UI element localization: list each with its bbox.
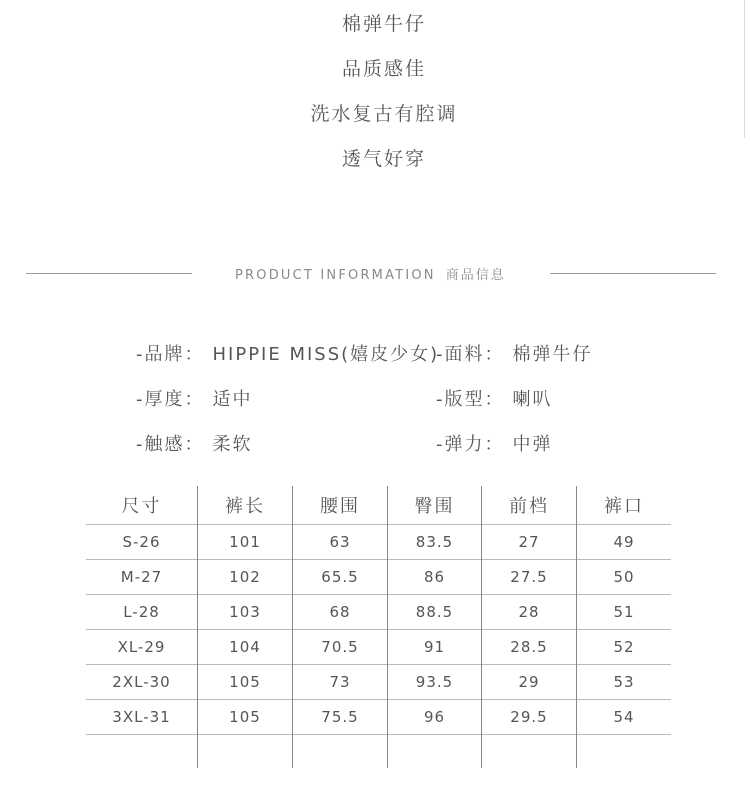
table-cell: 49 <box>577 525 672 560</box>
attr-fit <box>436 388 553 412</box>
table-cell: 29.5 <box>482 700 577 735</box>
table-cell: 103 <box>198 595 293 630</box>
table-cell <box>86 735 198 769</box>
attr-label: -弹力： <box>436 434 505 455</box>
table-cell: 65.5 <box>293 560 388 595</box>
table-cell: 93.5 <box>388 665 482 700</box>
table-cell: 27 <box>482 525 577 560</box>
product-info-header <box>0 262 750 284</box>
table-cell: 27.5 <box>482 560 577 595</box>
feature-item: 棉弹牛仔 <box>341 13 426 35</box>
attr-value: 柔软 <box>212 434 253 455</box>
header-rule-left <box>26 273 192 274</box>
table-cell <box>198 735 293 769</box>
header-cell-size: 尺寸 <box>121 496 162 517</box>
attr-value: 喇叭 <box>512 389 553 410</box>
table-cell: 104 <box>198 630 293 665</box>
attr-thickness <box>136 388 253 412</box>
table-row <box>86 665 671 700</box>
table-cell: 52 <box>577 630 672 665</box>
header-cell-rise: 前档 <box>482 486 577 525</box>
table-cell: 28 <box>482 595 577 630</box>
header-cell-length: 裤长 <box>198 486 293 525</box>
attr-fabric <box>436 343 593 367</box>
table-cell: 70.5 <box>293 630 388 665</box>
header-cell-hem: 裤口 <box>577 486 672 525</box>
table-cell: 101 <box>198 525 293 560</box>
table-cell <box>482 735 577 769</box>
table-cell: 29 <box>482 665 577 700</box>
table-cell: 2XL-30 <box>86 665 198 700</box>
table-row <box>86 700 671 735</box>
size-table <box>86 486 671 768</box>
table-cell: 3XL-31 <box>86 700 198 735</box>
table-row <box>86 630 671 665</box>
attr-value: 棉弹牛仔 <box>512 344 593 365</box>
size-table-header-row <box>86 486 671 525</box>
feature-item: 透气好穿 <box>341 148 426 170</box>
table-cell: 28.5 <box>482 630 577 665</box>
attr-value: 适中 <box>212 389 253 410</box>
attr-value: 中弹 <box>512 434 553 455</box>
table-cell: 53 <box>577 665 672 700</box>
table-row <box>86 595 671 630</box>
table-cell: M-27 <box>86 560 198 595</box>
header-cell-waist: 腰围 <box>293 486 388 525</box>
attr-label: -厚度： <box>136 389 205 410</box>
table-cell: 73 <box>293 665 388 700</box>
table-cell: L-28 <box>86 595 198 630</box>
table-row <box>86 525 671 560</box>
attr-stretch <box>436 433 553 457</box>
attr-label: -触感： <box>136 434 205 455</box>
feature-item: 洗水复古有腔调 <box>310 103 458 125</box>
table-row <box>86 560 671 595</box>
table-cell: 86 <box>388 560 482 595</box>
table-cell: XL-29 <box>86 630 198 665</box>
table-row-empty <box>86 735 671 769</box>
table-cell: 68 <box>293 595 388 630</box>
table-cell: 83.5 <box>388 525 482 560</box>
table-cell: 54 <box>577 700 672 735</box>
table-cell: 105 <box>198 700 293 735</box>
attr-value: HIPPIE MISS(嬉皮少女) <box>212 344 440 365</box>
attr-touch <box>136 433 253 457</box>
table-cell: 96 <box>388 700 482 735</box>
table-cell <box>577 735 672 769</box>
feature-item: 品质感佳 <box>341 58 426 80</box>
table-cell <box>388 735 482 769</box>
table-cell: 75.5 <box>293 700 388 735</box>
header-title-cn: 商品信息 <box>445 268 506 283</box>
attr-brand <box>136 343 439 367</box>
table-cell: 63 <box>293 525 388 560</box>
header-cell-hip: 臀围 <box>388 486 482 525</box>
attr-label: -版型： <box>436 389 505 410</box>
table-cell: 51 <box>577 595 672 630</box>
table-cell: 102 <box>198 560 293 595</box>
table-cell: S-26 <box>86 525 198 560</box>
header-rule-right <box>550 273 716 274</box>
attr-label: -面料： <box>436 344 505 365</box>
header-title-en: PRODUCT INFORMATION <box>235 268 436 283</box>
table-cell: 91 <box>388 630 482 665</box>
table-cell: 50 <box>577 560 672 595</box>
header-title <box>235 264 506 283</box>
table-cell: 105 <box>198 665 293 700</box>
table-cell <box>293 735 388 769</box>
attr-label: -品牌： <box>136 344 205 365</box>
table-cell: 88.5 <box>388 595 482 630</box>
